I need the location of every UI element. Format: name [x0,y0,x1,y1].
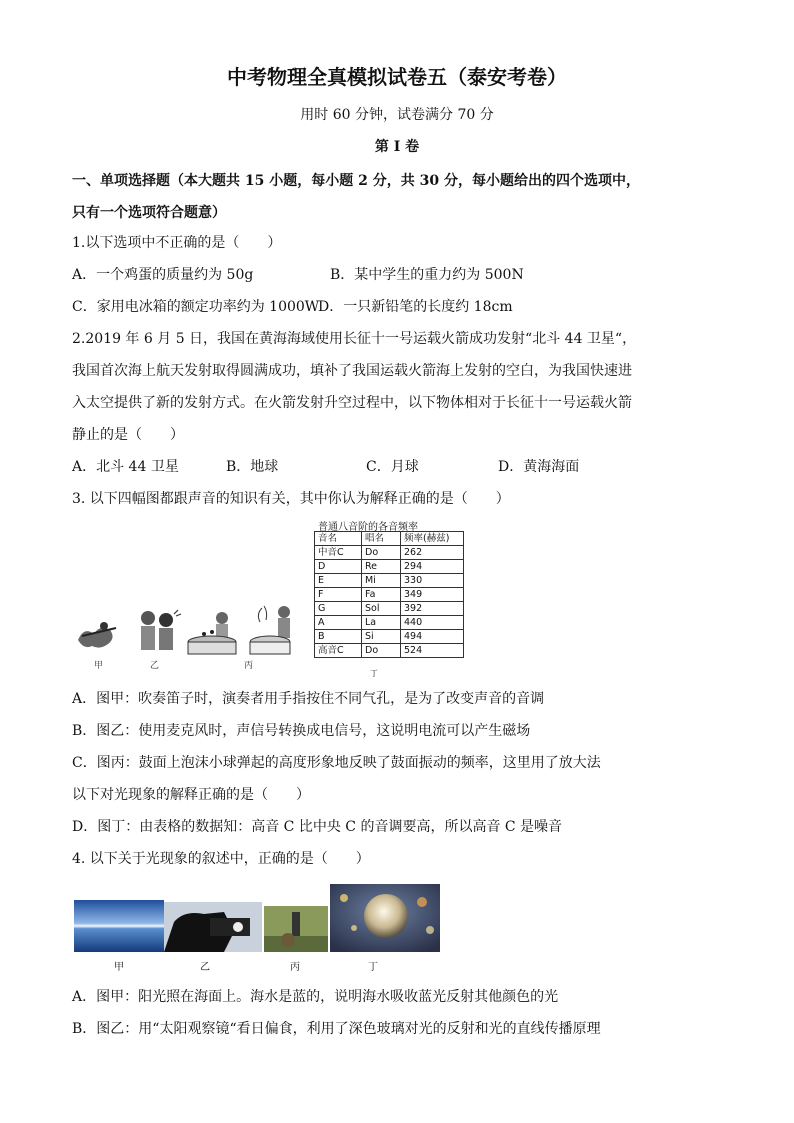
crystal-ball-photo [330,884,440,952]
table-cell: Sol [362,602,401,616]
table-cell: 中音C [315,546,362,560]
figure-label-yi: 乙 [150,661,160,671]
q4-option-a: A．图甲：阳光照在海面上。海水是蓝的，说明海水吸收蓝光反射其他颜色的光 [72,989,559,1005]
q3-option-c: C．图丙：鼓面上泡沫小球弹起的高度形象地反映了鼓面振动的频率，这里用了放大法 [72,755,601,771]
singers-image [132,608,182,658]
exam-duration: 用时 60 分钟，试卷满分 70 分 [300,107,494,123]
q2-option-d: D．黄海海面 [498,459,580,475]
table-header: 频率(赫兹) [401,532,464,546]
table-cell: 494 [401,630,464,644]
table-cell: F [315,588,362,602]
q2-option-c: C．月球 [366,459,419,475]
table-cell: 349 [401,588,464,602]
photo-label-ding: 丁 [368,962,378,973]
q2-stem-line2: 我国首次海上航天发射取得圆满成功，填补了我国运载火箭海上发射的空白，为我国快速进 [72,363,632,379]
q3-extra-line: 以下对光现象的解释正确的是（ ） [72,787,310,803]
drum-image [186,610,242,658]
q1-stem: 1.以下选项中不正确的是（ ） [72,235,282,251]
q1-option-a: A．一个鸡蛋的质量约为 50g [72,267,254,283]
figure-label-ding: 丁 [370,669,378,678]
flute-player-image [74,616,120,656]
q2-stem-line3: 入太空提供了新的发射方式。在火箭发射升空过程中，以下物体相对于长征十一号运载火箭 [72,395,632,411]
table-cell: Si [362,630,401,644]
figure-label-bing: 丙 [244,661,254,671]
q2-stem-line1: 2.2019 年 6 月 5 日，我国在黄海海域使用长征十一号运载火箭成功发射“北斗 44 卫星“， [72,331,637,347]
table-cell: 262 [401,546,464,560]
part-heading: 第 I 卷 [374,139,420,155]
photo-label-bing: 丙 [290,962,300,973]
table-row [315,574,464,588]
periscope-photo [264,906,328,952]
table-row [315,630,464,644]
table-cell: E [315,574,362,588]
solar-viewer-photo [164,902,262,952]
table-cell: A [315,616,362,630]
table-row [315,546,464,560]
q3-option-d: D．图丁：由表格的数据知：高音 C 比中央 C 的音调要高，所以高音 C 是噪音 [72,819,563,835]
q2-stem-line4: 静止的是（ ） [72,427,184,443]
q2-option-b: B．地球 [226,459,279,475]
q3-option-b: B．图乙：使用麦克风时，声信号转换成电信号，这说明电流可以产生磁场 [72,723,531,739]
section-heading-line2: 只有一个选项符合题意） [72,205,226,221]
section-heading-line1: 一、单项选择题（本大题共 15 小题，每小题 2 分，共 30 分，每小题给出的四个选项中， [72,173,640,189]
table-cell: Do [362,546,401,560]
q2-option-a: A．北斗 44 卫星 [72,459,179,475]
figure-label-jia: 甲 [94,661,104,671]
q4-stem: 4. 以下关于光现象的叙述中，正确的是（ ） [72,851,370,867]
table-cell: 392 [401,602,464,616]
table-header: 音名 [315,532,362,546]
table-cell: Re [362,560,401,574]
page-title: 中考物理全真模拟试卷五（泰安考卷） [227,65,567,89]
table-cell: 524 [401,644,464,658]
frequency-table-caption: 普通八音阶的各音频率 [318,522,418,533]
table-row [315,644,464,658]
table-cell: Mi [362,574,401,588]
q3-stem: 3. 以下四幅图都跟声音的知识有关，其中你认为解释正确的是（ ） [72,491,510,507]
q1-option-c: C．家用电冰箱的额定功率约为 1000W [72,299,320,315]
q3-option-a: A．图甲：吹奏笛子时，演奏者用手指按住不同气孔，是为了改变声音的音调 [72,691,545,707]
q1-option-b: B．某中学生的重力约为 500N [330,267,524,283]
table-header: 唱名 [362,532,401,546]
table-cell: D [315,560,362,574]
table-row [315,560,464,574]
table-row [315,602,464,616]
table-cell: La [362,616,401,630]
tuning-fork-image [246,602,304,658]
table-cell: Do [362,644,401,658]
sea-sunset-photo [74,900,164,952]
table-cell: Fa [362,588,401,602]
q4-option-b: B．图乙：用“太阳观察镜“看日偏食，利用了深色玻璃对光的反射和光的直线传播原理 [72,1021,601,1037]
table-header-row [315,532,464,546]
photo-label-yi: 乙 [200,962,210,973]
table-cell: 高音C [315,644,362,658]
table-cell: 330 [401,574,464,588]
table-row [315,616,464,630]
table-cell: G [315,602,362,616]
table-cell: 440 [401,616,464,630]
frequency-table [314,531,464,658]
table-row [315,588,464,602]
table-cell: B [315,630,362,644]
q1-option-d: D．一只新铅笔的长度约 18cm [318,299,513,315]
photo-label-jia: 甲 [114,962,124,973]
table-cell: 294 [401,560,464,574]
